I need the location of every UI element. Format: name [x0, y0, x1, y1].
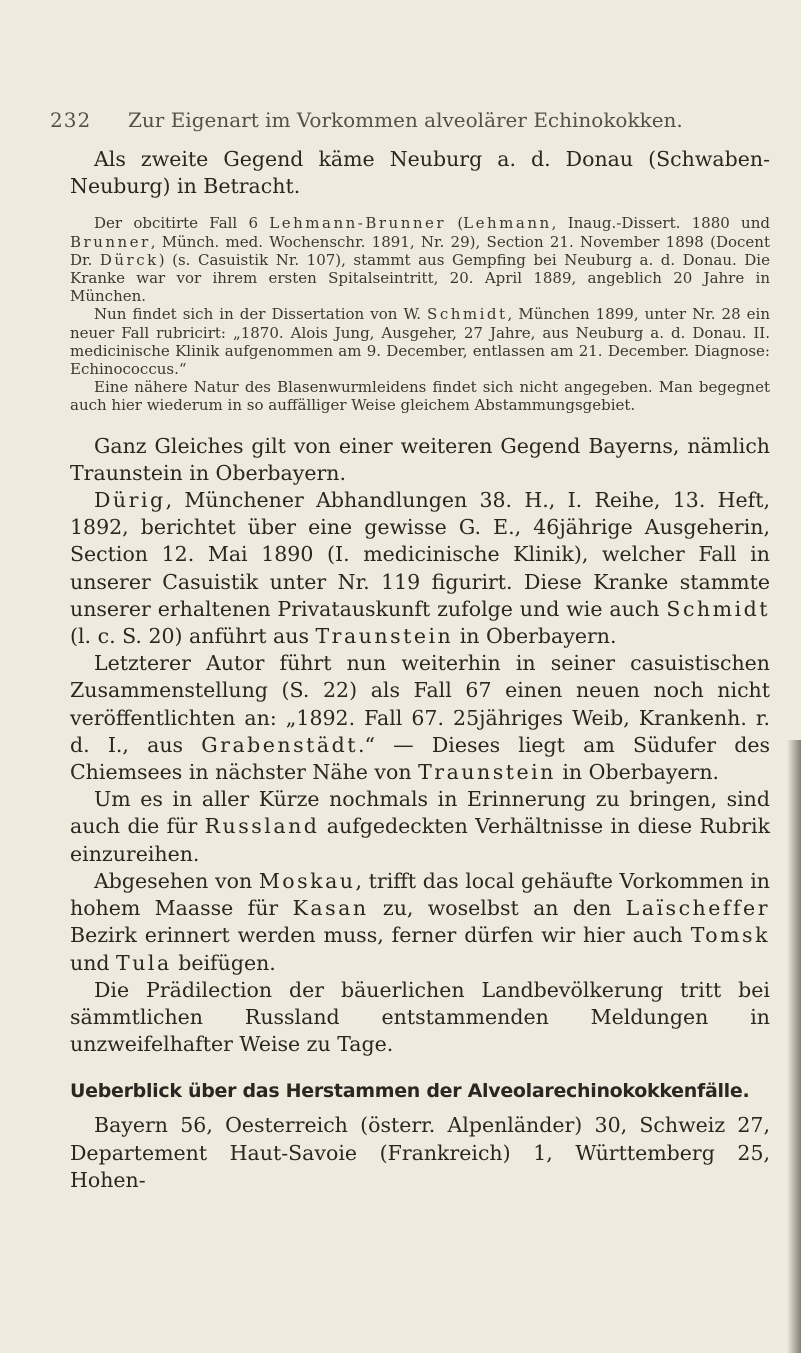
- place-kasan: Kasan: [292, 896, 369, 921]
- running-title: Zur Eigenart im Vorkommen alveolärer Echinokokken.: [128, 108, 683, 132]
- page-number: 232: [50, 108, 92, 132]
- author-lehmann-brunner: Lehmann-Brunner: [269, 214, 447, 233]
- place-laischeffer: Laïscheffer: [625, 896, 770, 921]
- place-tula: Tula: [116, 950, 172, 975]
- place-traunstein-2: Traunstein: [418, 760, 556, 785]
- paragraph-neuburg: Als zweite Gegend käme Neuburg a. d. Donau (Schwaben-Neuburg) in Betracht.: [70, 147, 770, 199]
- smallprint-lehmann-brunner: Der obcitirte Fall 6 Lehmann-Brunner (Lehmann, Inaug.-Dissert. 1880 und Brunner, Münch. med. Wochenschr. 1891, Nr. 29), Section 21. November 1898 (Docent Dr. Dürck) (s. Casuistik Nr. 107), stammt aus Gempfing bei Neuburg a. d. Donau. Die Kranke war vor ihrem ersten Spitalseintritt, 20. April 1889, angeblich 20 Jahre in München.: [70, 214, 770, 306]
- author-brunner: Brunner: [70, 232, 151, 251]
- section-heading: Ueberblick über das Herstammen der Alveolarechinokokkenfälle.: [70, 1080, 750, 1103]
- place-tomsk: Tomsk: [690, 923, 770, 948]
- paragraph-grabenstaedt: Letzterer Autor führt nun weiterhin in seiner casuistischen Zusammenstellung (S. 22) als Fall 67 einen neuen noch nicht veröffentlichten an: „1892. Fall 67. 25jähriges Weib, Krankenh. r. d. I., aus Grabenstädt.“ — Dieses liegt am Südufer des Chiemsees in nächster Nähe von Traunstein in Oberbayern.: [70, 651, 770, 785]
- paragraph-traunstein: Ganz Gleiches gilt von einer weiteren Gegend Bayerns, nämlich Traunstein in Oberbayern.: [70, 433, 770, 485]
- author-schmidt: Schmidt: [427, 305, 508, 324]
- author-duerck: Dürck: [99, 250, 159, 269]
- paragraph-duerig: Dürig, Münchener Abhandlungen 38. H., I. Reihe, 13. Heft, 1892, berichtet über eine gewisse G. E., 46jährige Ausgeherin, Section 12. Mai 1890 (I. medicinische Klinik), welcher Fall in unserer Casuistik unter Nr. 119 figurirt. Diese Kranke stammte unserer erhaltenen Privatauskunft zufolge und wie auch Schmidt (l. c. S. 20) anführt aus Traunstein in Oberbayern.: [70, 488, 770, 649]
- author-lehmann: Lehmann: [463, 214, 552, 233]
- paragraph-russland: Um es in aller Kürze nochmals in Erinnerung zu bringen, sind auch die für Russland aufgedeckten Verhältnisse in diese Rubrik einzureihen.: [70, 787, 770, 866]
- place-grabenstaedt: Grabenstädt: [201, 732, 358, 757]
- paragraph-overview: Bayern 56, Oesterreich (österr. Alpenländer) 30, Schweiz 27, Departement Haut-Savoie (Frankreich) 1, Württemberg 25, Hohen-: [70, 1113, 770, 1192]
- page-edge-shadow: [787, 740, 801, 1353]
- place-traunstein: Traunstein: [315, 624, 454, 649]
- smallprint-nature: Eine nähere Natur des Blasenwurmleidens findet sich nicht angegeben. Man begegnet auch hier wiederum in so auffälliger Weise gleichem Abstammungsgebiet.: [70, 378, 770, 415]
- page-body: [70, 146, 770, 1194]
- running-header: [50, 108, 761, 132]
- smallprint-schmidt: Nun findet sich in der Dissertation von W. Schmidt, München 1899, unter Nr. 28 ein neuer Fall rubricirt: „1870. Alois Jung, Ausgeher, 27 Jahre, aus Neuburg a. d. Donau. II. medicinische Klinik aufgenommen am 9. December, entlassen am 21. December. Diagnose: Echinococcus.“: [70, 305, 770, 379]
- paragraph-praedilection: Die Prädilection der bäuerlichen Landbevölkerung tritt bei sämmtlichen Russland entstammenden Meldungen in unzweifelhafter Weise zu Tage.: [70, 977, 770, 1057]
- author-schmidt-2: Schmidt: [666, 596, 770, 621]
- paragraph-moskau: Abgesehen von Moskau, trifft das local gehäufte Vorkommen in hohem Maasse für Kasan zu, woselbst an den Laïscheffer Bezirk erinnert werden muss, ferner dürfen wir hier auch Tomsk und Tula beifügen.: [70, 868, 770, 975]
- place-russland: Russland: [204, 814, 320, 839]
- place-moskau: Moskau: [258, 868, 356, 893]
- author-duerig: Dürig: [94, 488, 166, 513]
